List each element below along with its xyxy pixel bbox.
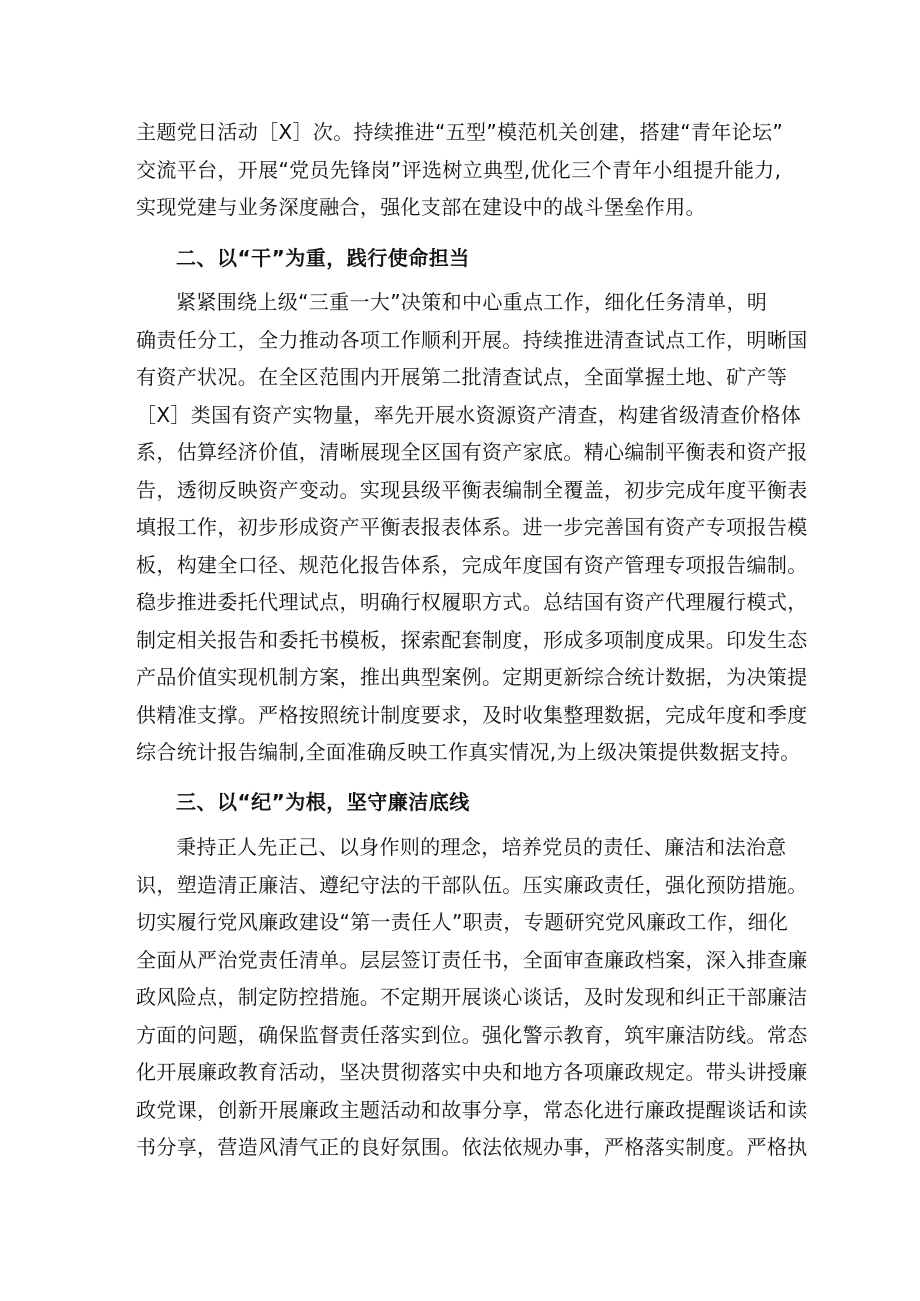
paragraph-line: 全面从严治党责任清单。层层签订责任书，全面审查廉政档案，深入排查廉 bbox=[136, 947, 808, 972]
paragraph-line: 告，透彻反映资产变动。实现县级平衡表编制全覆盖，初步完成年度平衡表 bbox=[136, 477, 808, 502]
paragraph-line: 填报工作，初步形成资产平衡表报表体系。进一步完善国有资产专项报告模 bbox=[136, 515, 808, 539]
paragraph-line: ［X］类国有资产实物量，率先开展水资源资产清查，构建省级清查价格体 bbox=[136, 402, 802, 427]
paragraph-line: 书分享，营造风清气正的良好氛围。依法依规办事，严格落实制度。严格执 bbox=[136, 1135, 808, 1159]
section-three-heading: 三、以“纪”为根，坚守廉洁底线 bbox=[176, 790, 470, 814]
paragraph-line: 产品价值实现机制方案，推出典型案例。定期更新综合统计数据，为决策提 bbox=[136, 665, 808, 689]
paragraph-line: 板，构建全口径、规范化报告体系，完成年度国有资产管理专项报告编制。 bbox=[136, 552, 808, 577]
paragraph-line: 政风险点，制定防控措施。不定期开展谈心谈话，及时发现和纠正干部廉洁 bbox=[136, 985, 808, 1009]
section-three-paragraph bbox=[136, 829, 808, 1167]
paragraph-line: 识，塑造清正廉洁、遵纪守法的干部队伍。压实廉政责任，强化预防措施。 bbox=[136, 872, 808, 897]
paragraph-line: 确责任分工，全力推动各项工作顺利开展。持续推进清查试点工作，明晰国 bbox=[136, 327, 808, 352]
intro-paragraph bbox=[136, 114, 788, 227]
paragraph-line: 政党课，创新开展廉政主题活动和故事分享，常态化进行廉政提醒谈话和读 bbox=[136, 1097, 808, 1122]
paragraph-line: 系，估算经济价值，清晰展现全区国有资产家底。精心编制平衡表和资产报 bbox=[136, 440, 808, 464]
paragraph-line: 有资产状况。在全区范围内开展第二批清查试点，全面掌握土地、矿产等 bbox=[136, 365, 788, 389]
paragraph-line: 实现党建与业务深度融合，强化支部在建设中的战斗堡垒作用。 bbox=[136, 195, 706, 219]
paragraph-line: 切实履行党风廉政建设“第一责任人”职责，专题研究党风廉政工作，细化 bbox=[136, 910, 789, 934]
paragraph-line: 主题党日活动［X］次。持续推进“五型”模范机关创建，搭建“青年论坛” bbox=[136, 120, 784, 144]
paragraph-line: 稳步推进委托代理试点，明确行权履职方式。总结国有资产代理履行模式， bbox=[136, 590, 808, 614]
section-two-paragraph bbox=[136, 284, 808, 772]
paragraph-line: 供精准支撑。严格按照统计制度要求，及时收集整理数据，完成年度和季度 bbox=[136, 702, 808, 727]
section-two-heading: 二、以“干”为重，践行使命担当 bbox=[176, 246, 470, 270]
paragraph-line: 紧紧围绕上级“三重一大”决策和中心重点工作，细化任务清单，明 bbox=[176, 290, 768, 314]
paragraph-line: 秉持正人先正己、以身作则的理念，培养党员的责任、廉洁和法治意 bbox=[176, 835, 787, 859]
paragraph-line: 化开展廉政教育活动，坚决贯彻落实中央和地方各项廉政规定。带头讲授廉 bbox=[136, 1060, 808, 1084]
paragraph-line: 方面的问题，确保监督责任落实到位。强化警示教育，筑牢廉洁防线。常态 bbox=[136, 1022, 808, 1047]
paragraph-line: 综合统计报告编制,全面准确反映工作真实情况,为上级决策提供数据支持。 bbox=[136, 740, 801, 764]
paragraph-line: 制定相关报告和委托书模板，探索配套制度，形成多项制度成果。印发生态 bbox=[136, 627, 808, 652]
paragraph-line: 交流平台，开展“党员先锋岗”评选树立典型,优化三个青年小组提升能力, bbox=[136, 157, 782, 182]
